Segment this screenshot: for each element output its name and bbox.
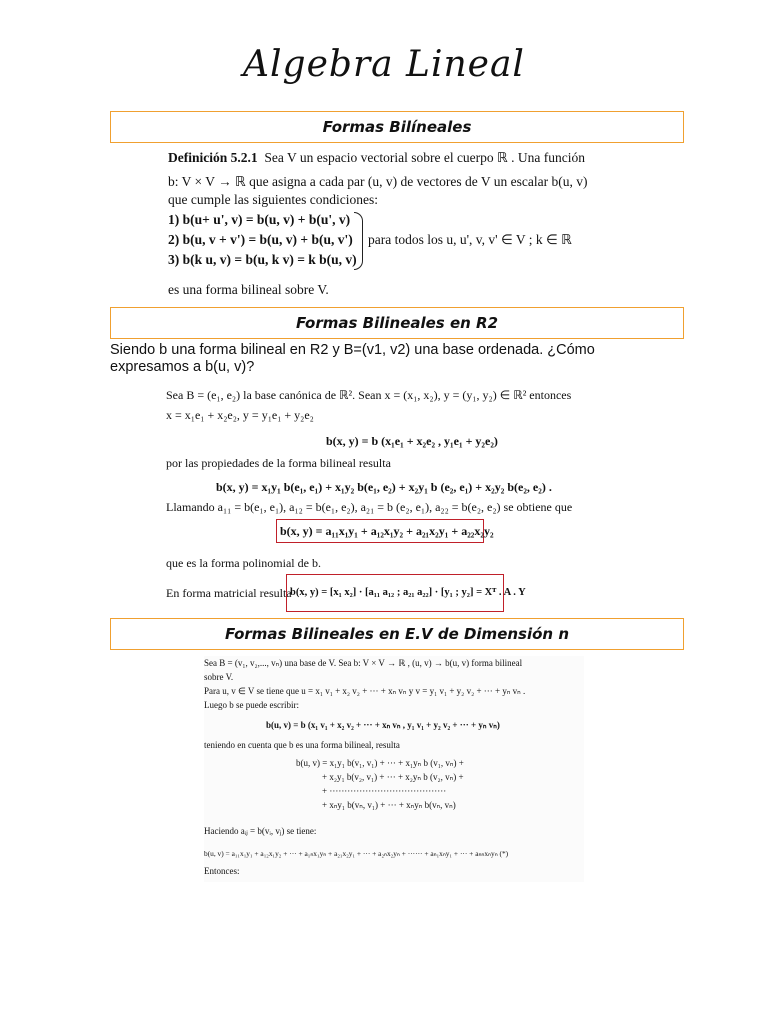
n-line-2: sobre V. xyxy=(204,672,234,682)
page-title: Algebra Lineal xyxy=(243,44,525,85)
r2-line-2: x = x₁e₁ + x₂e₂, y = y₁e₁ + y₂e₂ xyxy=(166,408,314,422)
r2-polynomial-form: b(x, y) = a₁₁x₁y₁ + a₁₂x₁y₂ + a₂₁x₂y₁ + a₂₂x₂y₂ xyxy=(280,524,494,538)
section-header-r2: Formas Bilineales en R2 xyxy=(110,307,684,339)
n-line-3: Para u, v ∈ V se tiene que u = x₁ v₁ + x₂ v₂ + ··· + xₙ vₙ y v = y₁ v₁ + y₂ v₂ + ··· + yₙ vₙ . xyxy=(204,686,526,696)
definition-number: Definición 5.2.1 xyxy=(168,150,258,165)
r2-line-3: b(x, y) = b (x₁e₁ + x₂e₂ , y₁e₁ + y₂e₂) xyxy=(326,434,498,448)
condition-2: 2) b(u, v + v') = b(u, v) + b(u, v') xyxy=(168,232,353,247)
r2-line-8: que es la forma polinomial de b. xyxy=(166,556,321,570)
r2-line-9: En forma matricial resulta xyxy=(166,586,292,600)
dim-n-derivation-image xyxy=(204,656,584,882)
n-line-9: Entonces: xyxy=(204,866,240,876)
r2-line-4: por las propiedades de la forma bilineal resulta xyxy=(166,456,391,470)
r2-matrix-form: b(x, y) = [x₁ x₂] · [a₁₁ a₁₂ ; a₂₁ a₂₂] · [y₁ ; y₂] = Xᵀ . A . Y xyxy=(290,587,526,598)
definition-closing: es una forma bilineal sobre V. xyxy=(168,282,329,297)
r2-line-6: Llamando a₁₁ = b(e₁, e₁), a₁₂ = b(e₁, e₂), a₂₁ = b (e₂, e₁), a₂₂ = b(e₂, e₂) se obtiene que xyxy=(166,500,573,514)
n-line-5: b(u, v) = b (x₁ v₁ + x₂ v₂ + ··· + xₙ vₙ , y₁ v₁ + y₂ v₂ + ··· + yₙ vₙ) xyxy=(266,720,500,730)
n-sum-line-1: b(u, v) = x₁y₁ b(v₁, v₁) + ··· + x₁yₙ b (v₁, vₙ) + xyxy=(296,758,464,768)
n-line-1: Sea B = (v₁, v₂,..., vₙ) una base de V. Sea b: V × V → ℝ , (u, v) → b(u, v) forma bilineal xyxy=(204,658,523,668)
n-line-7: Haciendo aᵢⱼ = b(vᵢ, vⱼ) se tiene: xyxy=(204,826,317,836)
condition-3: 3) b(k u, v) = b(u, k v) = k b(u, v) xyxy=(168,252,357,267)
n-line-4: Luego b se puede escribir: xyxy=(204,700,299,710)
section-header-dim-n: Formas Bilineales en E.V de Dimensión n xyxy=(110,618,684,650)
n-sum-line-3: + ······································· xyxy=(322,786,447,796)
condition-1: 1) b(u+ u', v) = b(u, v) + b(u', v) xyxy=(168,212,351,227)
condition-quantifier: para todos los u, u', v, v' ∈ V ; k ∈ ℝ xyxy=(368,232,572,247)
r2-line-1: Sea B = (e₁, e₂) la base canónica de ℝ². Sean x = (x₁, x₂), y = (y₁, y₂) ∈ ℝ² entonces xyxy=(166,388,572,402)
definition-image xyxy=(168,150,678,300)
section-header-bilinear-forms: Formas Bilíneales xyxy=(110,111,684,143)
definition-line-2: b: V × V → ℝ que asigna a cada par (u, v) de vectores de V un escalar b(u, v) xyxy=(168,174,588,189)
definition-line-1 xyxy=(168,150,585,167)
condition-brace xyxy=(354,212,363,270)
n-line-8: b(u, v) = a₁₁x₁y₁ + a₁₂x₁y₂ + ··· + a₁ₙx₁yₙ + a₂₁x₂y₁ + ··· + a₂ₙx₂yₙ + ······ + aₙ₁xₙy₁ + ··· + aₙₙxₙyₙ (*) xyxy=(204,849,509,858)
n-sum-line-2: + x₂y₁ b(v₂, v₁) + ··· + x₂yₙ b (v₂, vₙ) + xyxy=(322,772,464,782)
n-line-6: teniendo en cuenta que b es una forma bilineal, resulta xyxy=(204,740,400,750)
n-sum-line-4: + xₙy₁ b(vₙ, v₁) + ··· + xₙyₙ b(vₙ, vₙ) xyxy=(322,800,456,810)
definition-line-3: que cumple las siguientes condiciones: xyxy=(168,192,378,207)
r2-line-5: b(x, y) = x₁y₁ b(e₁, e₁) + x₁y₂ b(e₁, e₂) + x₂y₁ b (e₂, e₁) + x₂y₂ b(e₂, e₂) . xyxy=(216,480,552,494)
definition-line-1-text: Sea V un espacio vectorial sobre el cuerpo ℝ . Una función xyxy=(264,150,585,165)
r2-derivation-image xyxy=(166,388,586,613)
r2-intro-text: Siendo b una forma bilineal en R2 y B=(v1, v2) una base ordenada. ¿Cómo expresamos a b(u, v)? xyxy=(110,342,595,375)
